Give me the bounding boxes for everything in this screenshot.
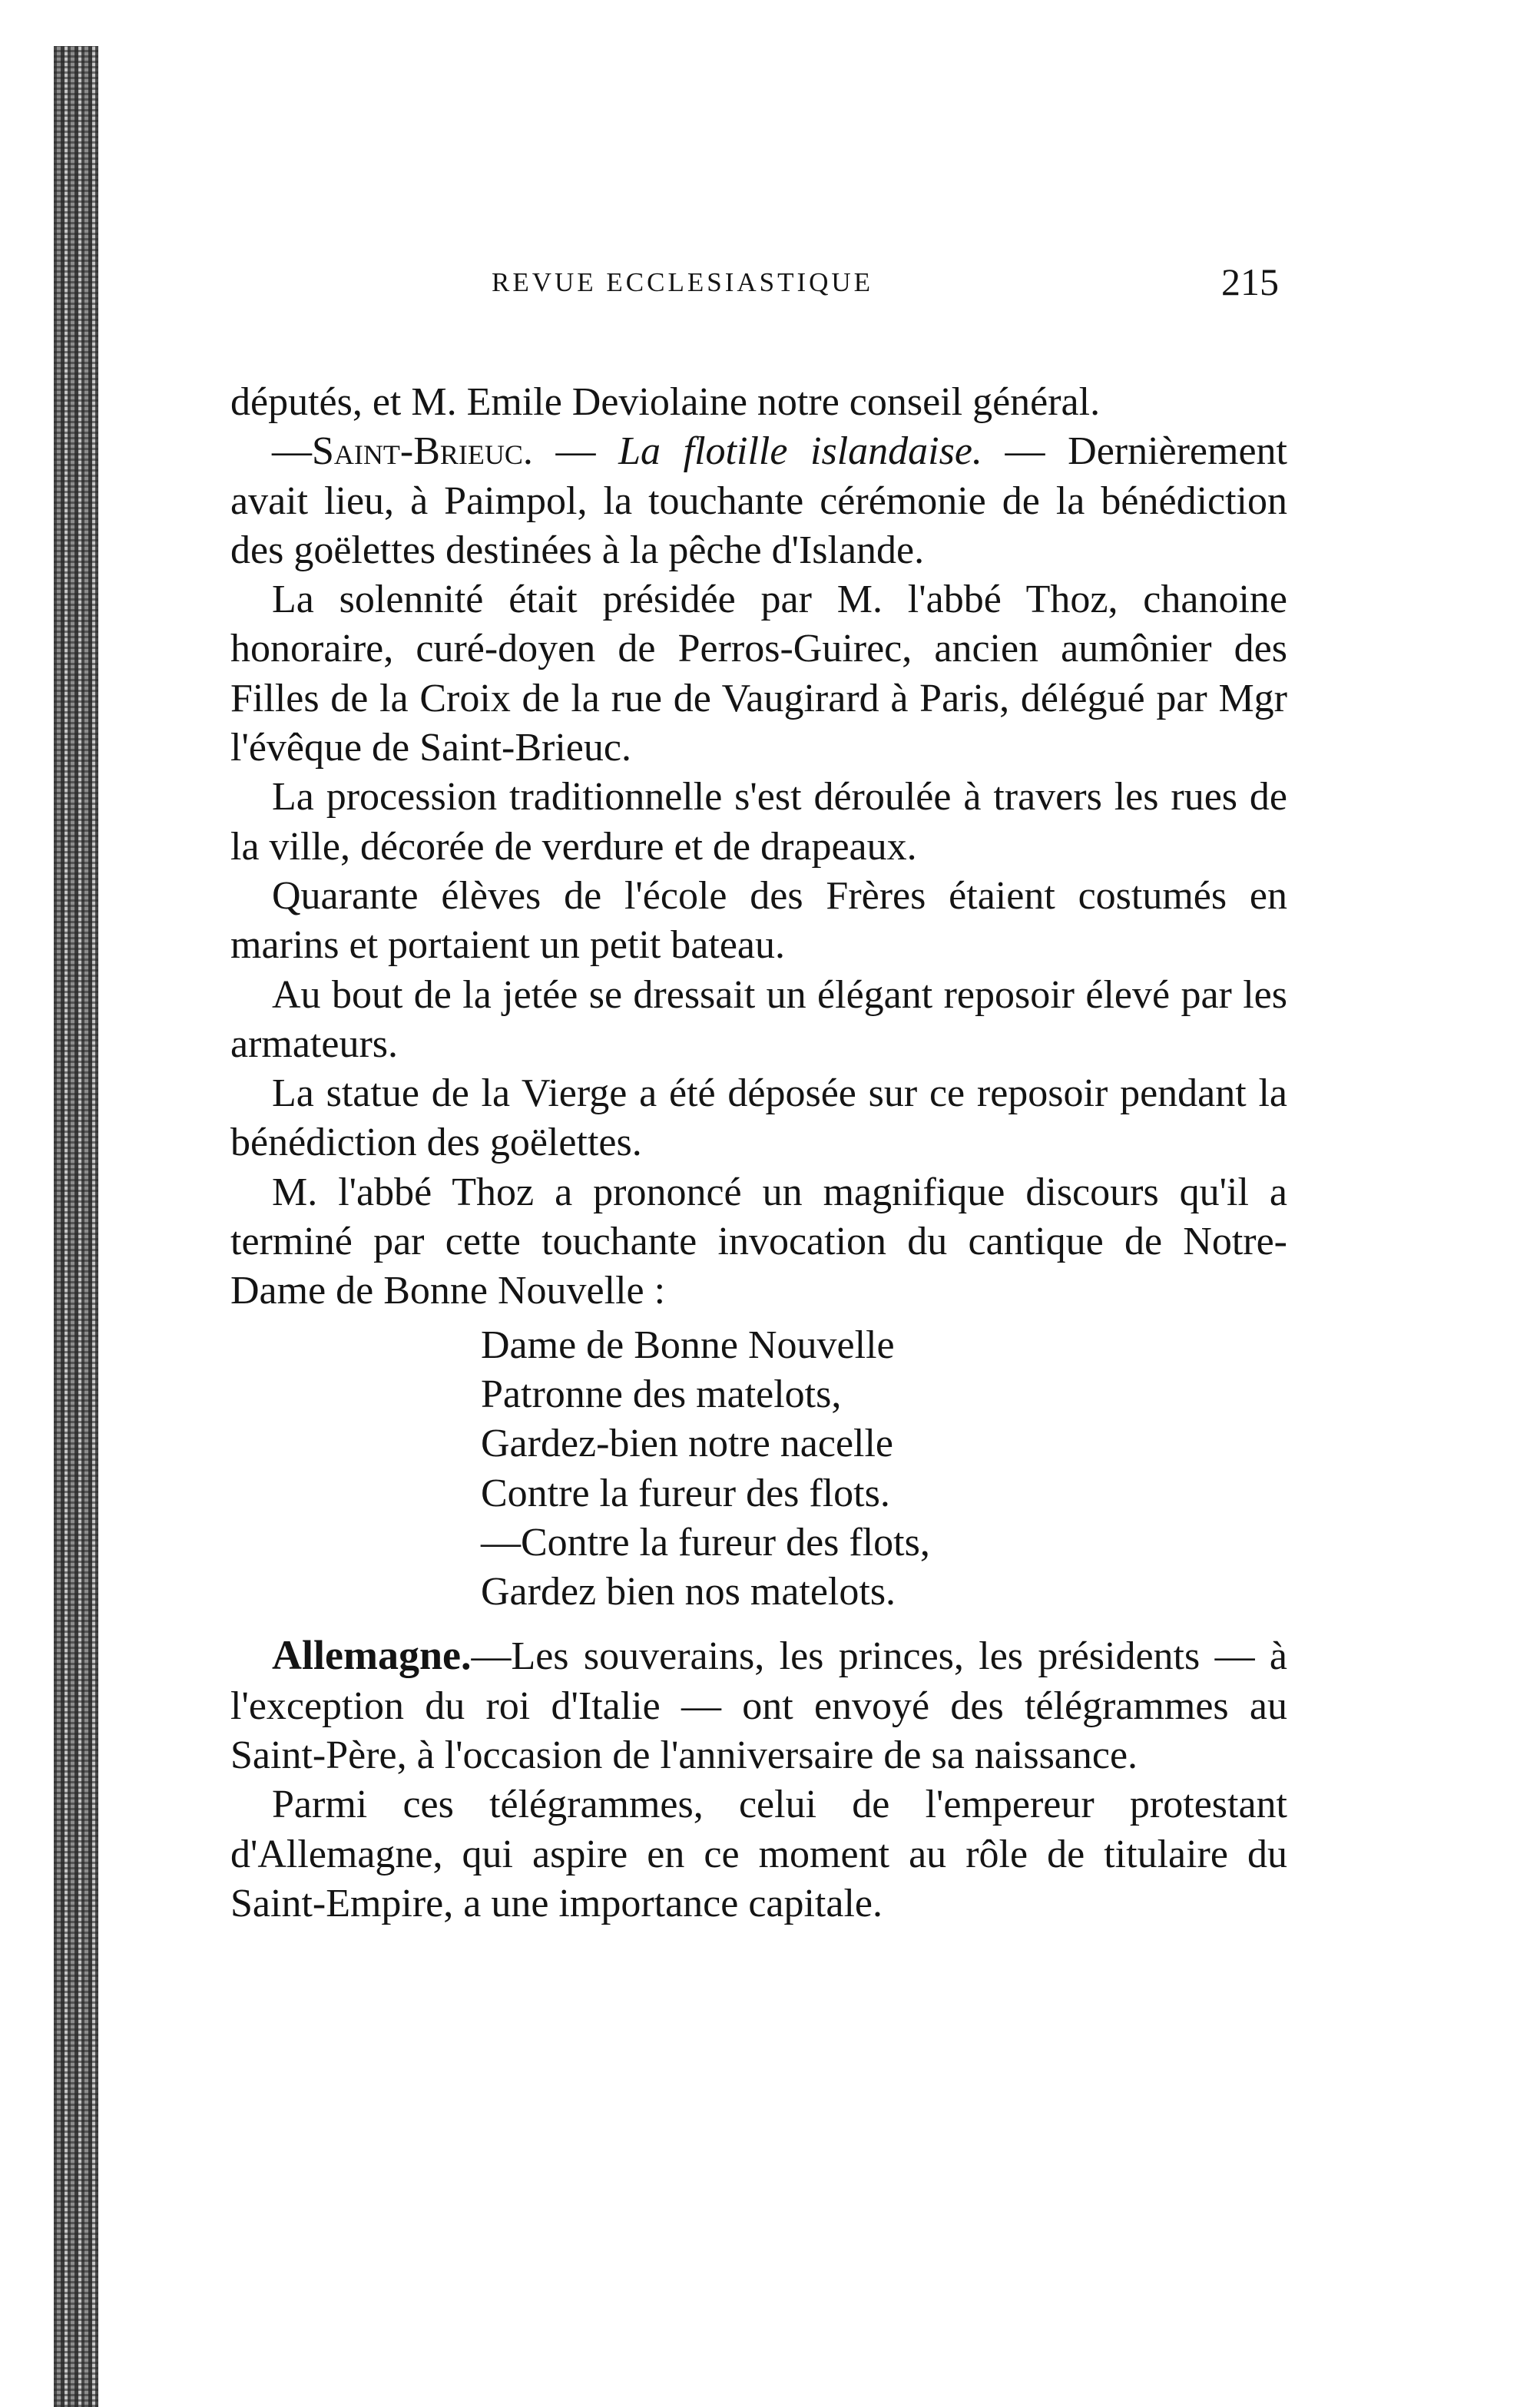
paragraph-text: —Les souverains, les princes, les présidents — à l'exception du roi d'Italie — ont envoyé des télégrammes au Saint-Père, à l'occasion de l'anniversaire de sa naissance.	[230, 1634, 1287, 1778]
verse-line: Contre la fureur des flots.	[481, 1471, 890, 1515]
paragraph: Quarante élèves de l'école des Frères étaient costumés en marins et portaient un petit bateau.	[230, 873, 1287, 968]
scanned-binding-edge	[54, 46, 98, 2407]
hymn-verse	[481, 1316, 1287, 1631]
verse-line: Patronne des matelots,	[481, 1372, 842, 1416]
running-title: REVUE ECCLESIASTIQUE	[492, 267, 874, 297]
paragraph-saint-brieuc	[230, 427, 1287, 575]
separator: —	[532, 429, 619, 474]
page-number: 215	[1221, 260, 1279, 303]
body-text	[230, 378, 1287, 1929]
paragraph-text: — Dernièrement avait lieu, à Paimpol, la touchante cérémonie de la bénédiction des goëlettes destinées à la pêche d'Islande.	[230, 429, 1287, 572]
paragraph: M. l'abbé Thoz a prononcé un magnifique discours qu'il a terminé par cette touchante invocation du cantique de Notre-Dame de Bonne Nouvelle :	[230, 1170, 1287, 1313]
verse-line: —Contre la fureur des flots,	[481, 1520, 930, 1564]
place-heading: —Saint-Brieuc.	[272, 429, 533, 474]
verse-line: Gardez-bien notre nacelle	[481, 1422, 894, 1466]
paragraph: La statue de la Vierge a été déposée sur ce reposoir pendant la bénédiction des goëlettes.	[230, 1071, 1287, 1165]
verse-line: Gardez bien nos matelots.	[481, 1570, 896, 1614]
paragraph: Parmi ces télégrammes, celui de l'empereur protestant d'Allemagne, qui aspire en ce moment au rôle de titulaire du Saint-Empire, a une importance capitale.	[230, 1783, 1287, 1925]
paragraph: La solennité était présidée par M. l'abbé Thoz, chanoine honoraire, curé-doyen de Perros-Guirec, ancien aumônier des Filles de la Croix de la rue de Vaugirard à Paris, délégué par Mgr l'évêque de Saint-Brieuc.	[230, 578, 1287, 770]
section-heading: Allemagne.	[272, 1632, 472, 1679]
paragraph-continuation: députés, et M. Emile Deviolaine notre conseil général.	[230, 380, 1101, 424]
article-title: La flotille islandaise.	[618, 429, 982, 474]
verse-line: Dame de Bonne Nouvelle	[481, 1323, 895, 1367]
paragraph-allemagne	[230, 1631, 1287, 1780]
paragraph: La procession traditionnelle s'est déroulée à travers les rues de la ville, décorée de verdure et de drapeaux.	[230, 775, 1287, 869]
paragraph: Au bout de la jetée se dressait un élégant reposoir élevé par les armateurs.	[230, 972, 1287, 1066]
